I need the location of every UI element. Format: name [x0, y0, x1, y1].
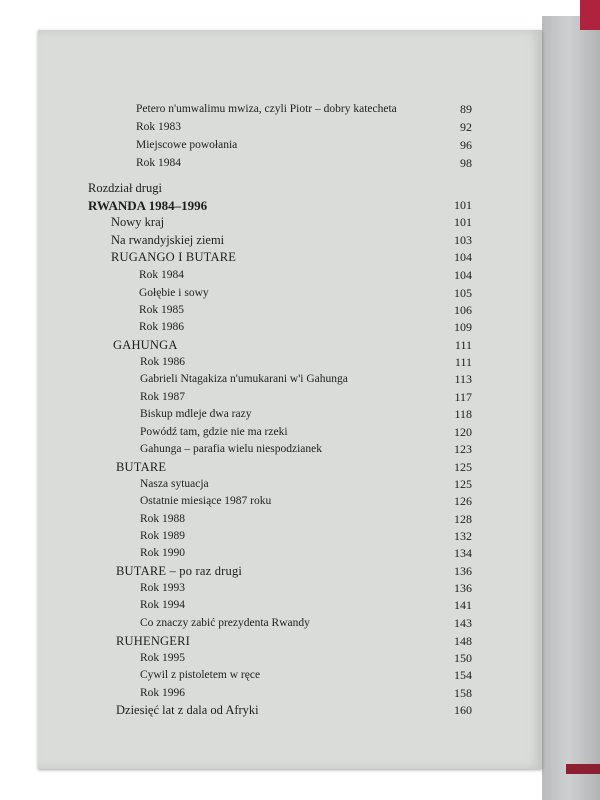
toc-entry-page-number: 106	[454, 303, 472, 317]
toc-entry-title: Rok 1986	[139, 321, 185, 333]
toc-entry-page-number: 92	[460, 120, 472, 134]
toc-entry-page-number: 104	[454, 268, 472, 282]
toc-entry-title: Rok 1983	[136, 121, 182, 133]
toc-entry-title: Rok 1994	[140, 599, 186, 611]
toc-entry-title: Rok 1985	[139, 304, 185, 316]
toc-entry-title: Miejscowe powołania	[136, 139, 238, 151]
toc-entry-page-number: 96	[460, 138, 472, 152]
toc-entry-page-number: 101	[454, 215, 472, 229]
toc-entry-page-number: 104	[454, 250, 472, 264]
toc-entry-page-number: 123	[454, 442, 472, 456]
toc-entry-page-number: 136	[454, 564, 472, 578]
toc-entry-page-number: 101	[454, 198, 472, 212]
toc-entry-page-number: 158	[454, 686, 472, 700]
toc-entry-title: Na rwandyjskiej ziemi	[111, 233, 225, 247]
toc-entry-title: Gabrieli Ntagakiza n'umukarani w'i Gahunga	[140, 373, 348, 385]
toc-entry-title: Rok 1987	[140, 391, 186, 403]
toc-entry-page-number: 118	[454, 407, 472, 421]
toc-entry-title: Cywil z pistoletem w ręce	[140, 669, 261, 681]
toc-entry-title: Nowy kraj	[111, 215, 165, 229]
toc-entry-page-number: 98	[460, 156, 472, 170]
toc-entry-page-number: 143	[454, 616, 472, 630]
toc-entry-page-number: 89	[460, 102, 472, 116]
toc-entry-title: Rok 1996	[140, 687, 186, 699]
toc-entry-title: Rozdział drugi	[88, 181, 162, 195]
toc-entry-page-number: 111	[454, 338, 472, 352]
toc-entry-title: RUGANGO I BUTARE	[111, 250, 237, 264]
toc-entry-page-number: 148	[454, 634, 472, 648]
toc-entry-page-number: 105	[454, 286, 472, 300]
toc-entry-title: Rok 1988	[140, 513, 186, 525]
toc-entry-page-number: 109	[454, 320, 472, 334]
toc-entry-title: Rok 1995	[140, 652, 186, 664]
toc-entry-page-number: 136	[454, 581, 472, 595]
toc-entry-title: Ostatnie miesiące 1987 roku	[140, 495, 272, 507]
toc-entry-title: Rok 1984	[136, 157, 182, 169]
toc-entry-page-number: 134	[454, 546, 472, 560]
toc-entry-page-number: 111	[454, 355, 472, 369]
toc-entry-title: Biskup mdleje dwa razy	[140, 408, 252, 420]
toc-entry-title: Rok 1986	[140, 356, 186, 368]
toc-entry-page-number: 103	[454, 233, 472, 247]
toc-entry-title: Petero n'umwalimu mwiza, czyli Piotr – dobry katecheta	[136, 103, 397, 115]
toc-entry-title: RWANDA 1984–1996	[88, 198, 208, 213]
toc-entry-page-number: 132	[454, 529, 472, 543]
toc-entry-title: Powódź tam, gdzie nie ma rzeki	[140, 426, 288, 438]
toc-entry-title: Nasza sytuacja	[140, 478, 209, 490]
toc-entry-page-number: 113	[454, 372, 472, 386]
toc-entry-title: BUTARE – po raz drugi	[116, 564, 243, 578]
toc-entry-title: Gahunga – parafia wielu niespodzianek	[140, 443, 323, 455]
toc-entry-title: RUHENGERI	[116, 634, 191, 648]
toc-entry-title: Rok 1993	[140, 582, 186, 594]
toc-entry-page-number: 150	[454, 651, 472, 665]
toc-entry-page-number: 160	[454, 703, 472, 717]
toc-entry-page-number: 141	[454, 598, 472, 612]
toc-entry-page-number: 125	[454, 460, 472, 474]
toc-entry-title: Gołębie i sowy	[139, 287, 209, 299]
toc-entry-page-number: 128	[454, 512, 472, 526]
toc-entry-page-number: 126	[454, 494, 472, 508]
toc-entry-title: Dziesięć lat z dala od Afryki	[116, 703, 259, 717]
toc-entry-title: Rok 1989	[140, 530, 186, 542]
toc-entry-page-number: 117	[454, 390, 472, 404]
toc-entry-title: BUTARE	[116, 460, 167, 474]
toc-entry-page-number: 120	[454, 425, 472, 439]
toc-entry-title: GAHUNGA	[113, 338, 178, 352]
toc-entry-page-number: 125	[454, 477, 472, 491]
toc-entry-title: Co znaczy zabić prezydenta Rwandy	[140, 617, 310, 629]
toc-entry-page-number: 154	[454, 668, 472, 682]
toc-entry-title: Rok 1984	[139, 269, 185, 281]
toc-entry-title: Rok 1990	[140, 547, 186, 559]
